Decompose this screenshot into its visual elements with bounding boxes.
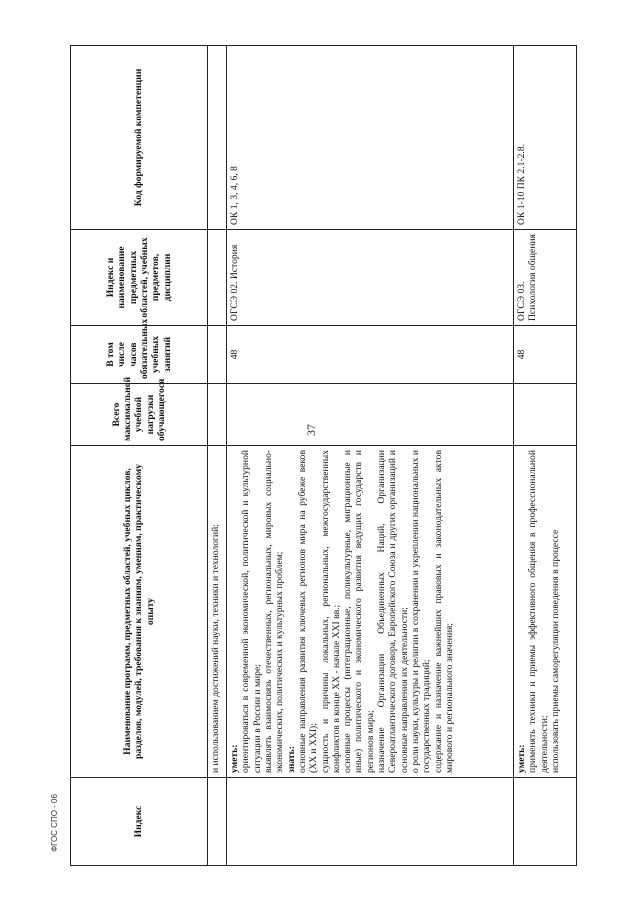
header-competence: Код формируемой компетенции [71,46,208,230]
row-mandatory-hours: 48 [514,326,577,384]
row-total-hours [514,384,577,446]
row-total-hours [227,384,514,446]
table-header-row [71,46,208,866]
row-discipline: ОГСЭ 02. История [227,230,514,326]
requirement-line: о роли науки, культуры и религии в сохранении и укреплении национальных и государственных традиций; [410,450,433,773]
requirement-line: ориентироваться в современной экономической, политической и культурной ситуации в России и мире; [240,450,263,773]
footer-code: ФГОС СПО - 06 [50,794,59,852]
continuation-text: и использованием достижений науки, техники и технологий; [208,446,227,778]
header-name: Наименование программ, предметных областей, учебных циклов, разделов, модулей, требования к знаниям, умениям, практическому опыту [71,446,208,778]
header-discipline: Индекс и наименование предметных областей, учебных предметов, дисциплин [71,230,208,326]
requirement-line: основные процессы (интеграционные, поликультурные, миграционные и иные) политического и экономического развития ведущих государств и регионов мира; [342,450,376,773]
block-title: уметь: [516,744,527,773]
requirement-line: назначение Организации Объединенных Наций, Организации Североатлантического договора, Европейского Союза и других организаций и основные направления их деятельности; [376,450,410,773]
continuation-row [208,46,227,866]
header-mandatory-hours: В том числе часов обязательных учебных занятий [71,326,208,384]
header-index: Индекс [71,778,208,866]
table-row [514,46,577,866]
block-title: знать: [285,746,297,773]
row-requirements [227,446,514,778]
row-competence: ОК 1-10 ПК 2.1-2.8. [514,46,577,230]
requirement-line: сущность и причины локальных, региональных, межгосударственных конфликтов в конце XX - начале XXI вв.; [319,450,342,773]
header-total-hours: Всего максимальной учебной нагрузки обучающегося [71,384,208,446]
requirement-line: использовать приемы саморегуляции поведения в процессе [549,529,561,773]
requirement-line: выявлять взаимосвязь отечественных, региональных, мировых социально-экономических, политических и культурных проблем; [262,450,286,773]
continuation-index [208,778,227,866]
curriculum-table [70,45,577,866]
row-index [514,778,577,866]
rotated-table-page [70,46,600,866]
requirement-line: содержание и назначение важнейших правовых и законодательных актов мирового и регионального значения; [432,450,455,773]
block-title: уметь: [229,744,240,773]
table-row [227,46,514,866]
row-index [227,778,514,866]
row-discipline: ОГСЭ 03. Психология общения [514,230,577,326]
row-mandatory-hours: 48 [227,326,514,384]
requirement-line: применять техники и приемы эффективного общения в профессиональной деятельности; [527,450,550,773]
requirement-line: основные направления развития ключевых регионов мира на рубеже веков (XX и XXI); [296,450,320,773]
page-number: 37 [304,424,318,436]
row-requirements [514,446,577,778]
row-competence: ОК 1, 3, 4, 6, 8 [227,46,514,230]
